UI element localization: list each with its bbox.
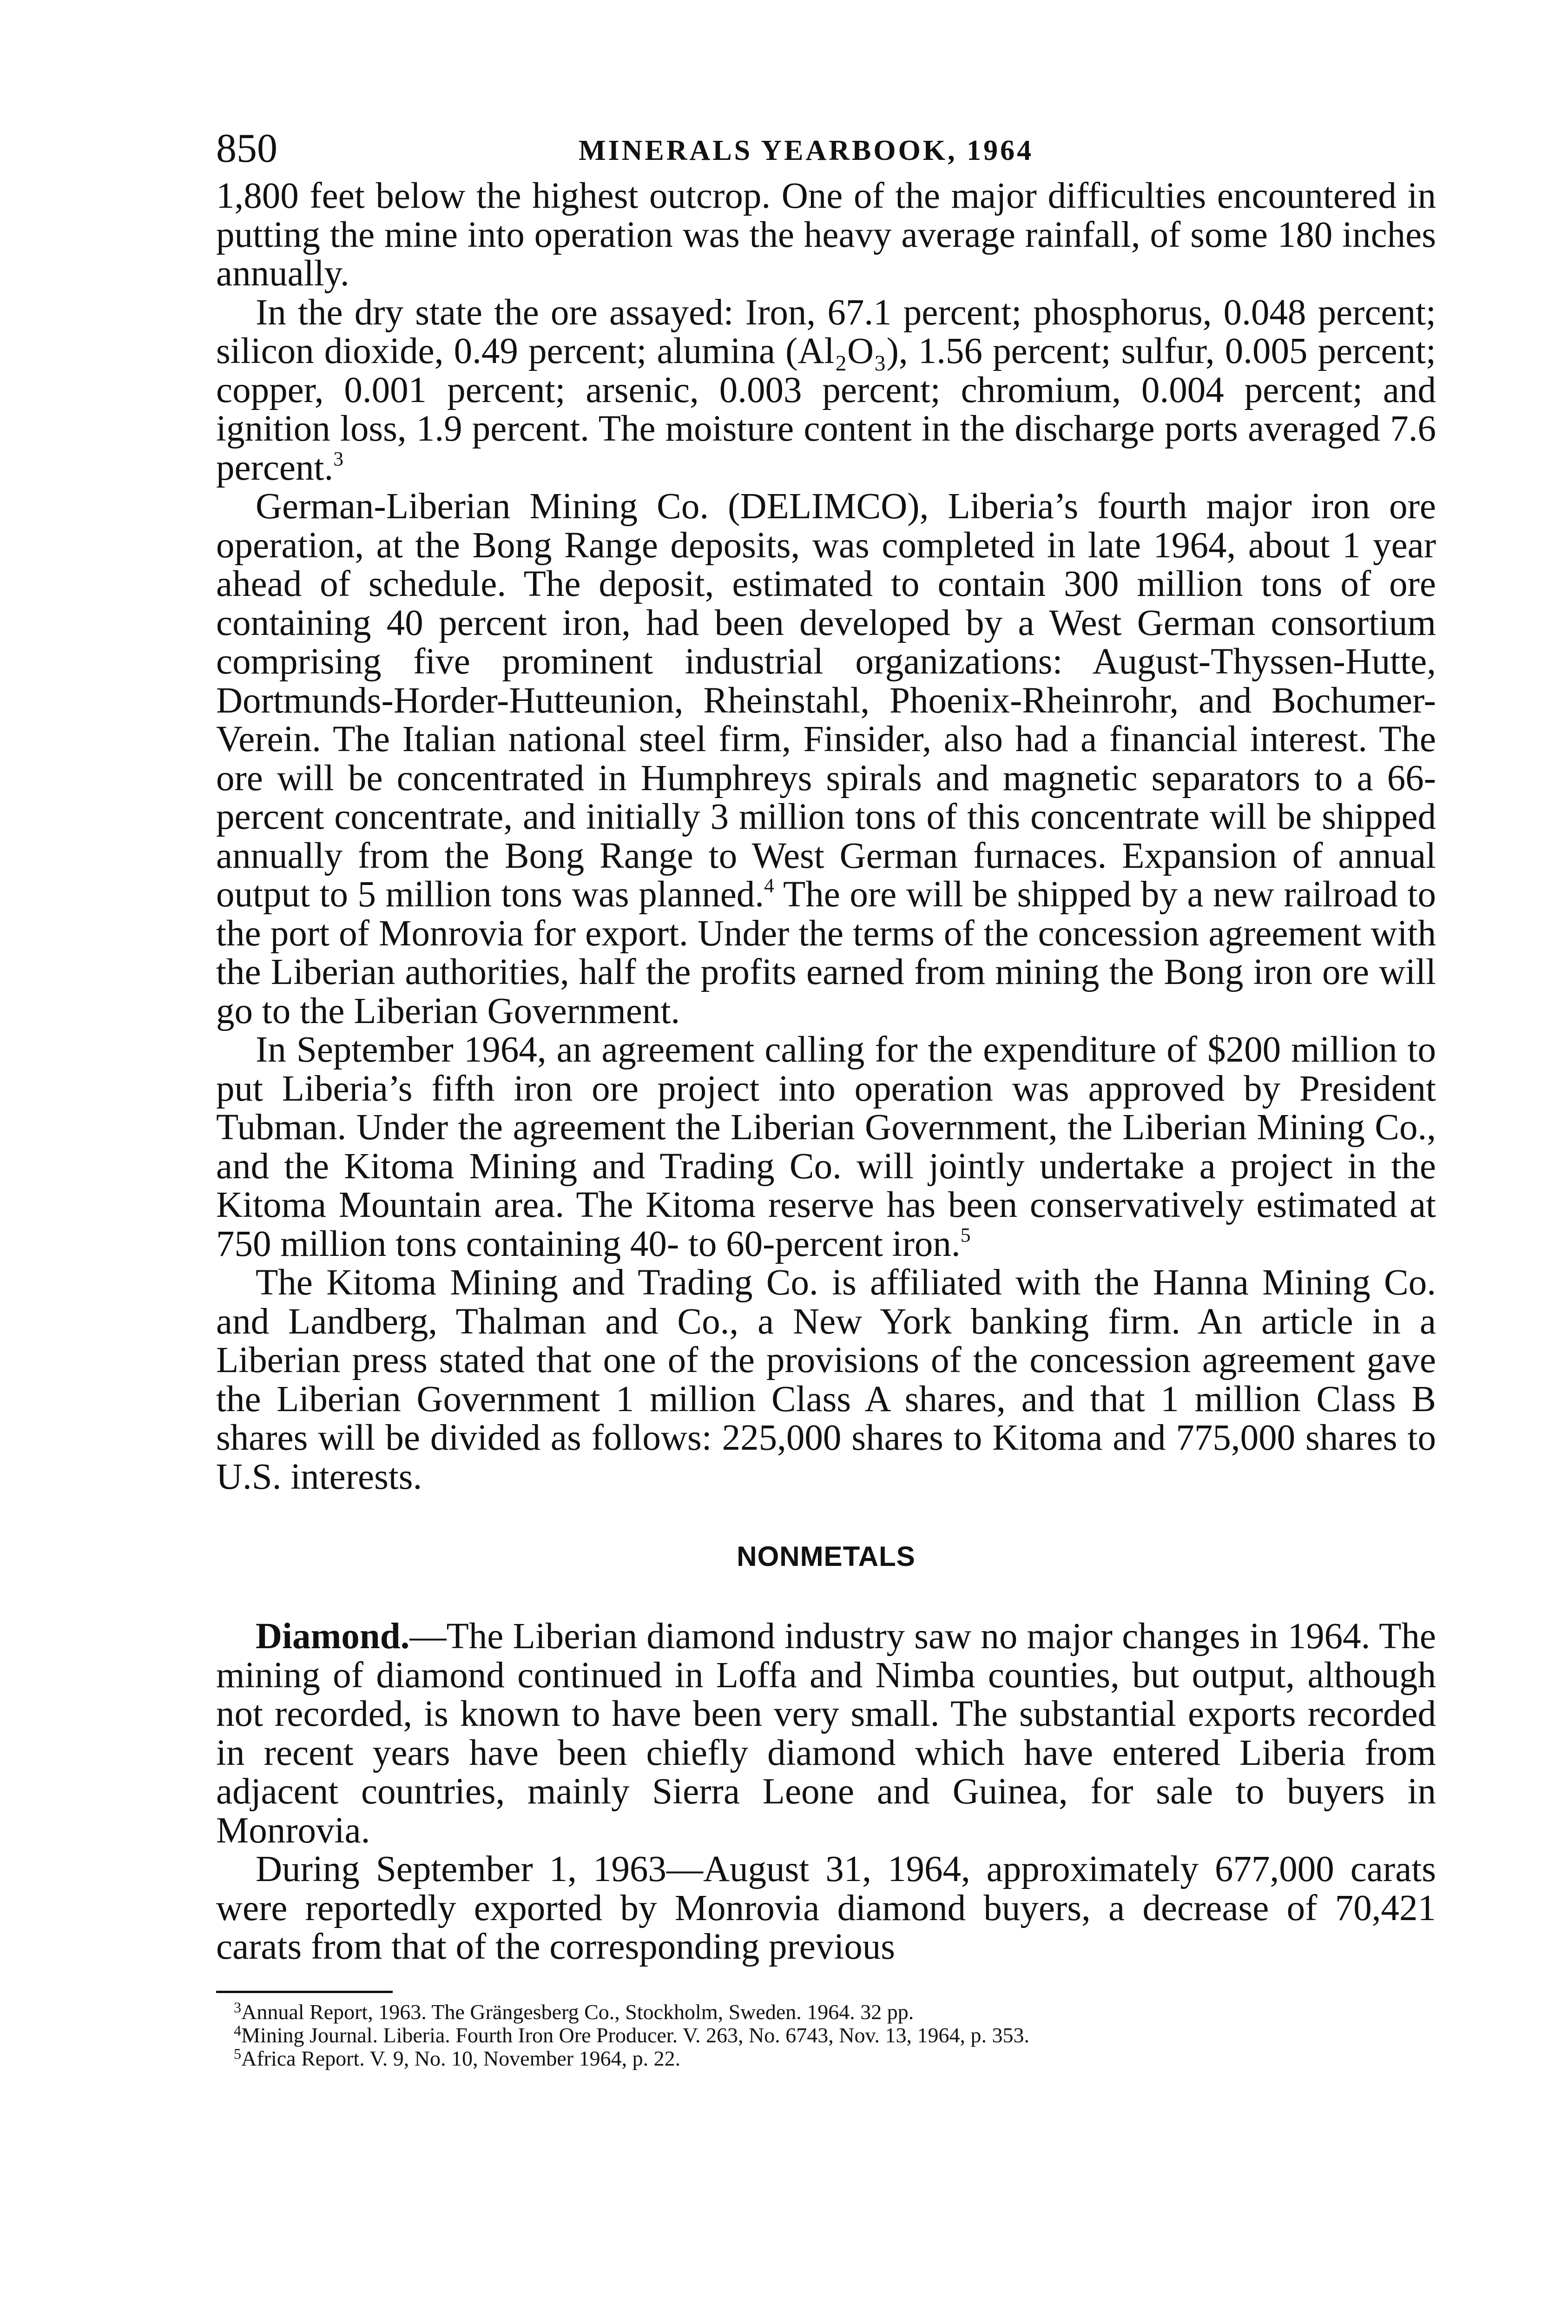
- footnote-divider: [216, 1991, 393, 1993]
- footnote-reference: 5: [960, 1224, 971, 1247]
- paragraph-text: 1,800 feet below the highest outcrop. One of the major difficulties encountered in putting the mine into operation was the heavy average rainfall, of some 180 inches annually.: [216, 176, 1436, 294]
- paragraph: [216, 1617, 1436, 1850]
- footnote-text: Mining Journal. Liberia. Fourth Iron Ore Producer. V. 263, No. 6743, Nov. 13, 1964, p. 353.: [241, 2023, 1029, 2047]
- body-text: [216, 177, 1436, 1967]
- footnotes: [216, 2000, 1436, 2070]
- footnote: [216, 2000, 1436, 2024]
- footnote-reference: 4: [764, 874, 774, 897]
- paragraph-text: In the dry state the ore assayed: Iron, 67.1 percent; phosphorus, 0.048 percent; silicon dioxide, 0.49 percent; alumina (Al₂O₃), 1.56 percent; sulfur, 0.005 percent; copper, 0.001 percent; arsenic, 0.003 percent; chromium, 0.004 percent; and ignition loss, 1.9 percent. The moisture content in the discharge ports averaged 7.6 percent.: [216, 292, 1436, 488]
- paragraph-text: In September 1964, an agreement calling for the expenditure of $200 million to put Liberia’s fifth iron ore project into operation was approved by President Tubman. Under the agreement the Liberian Government, the Liberian Mining Co., and the Kitoma Mining and Trading Co. will jointly undertake a project in the Kitoma Mountain area. The Kitoma reserve has been conservatively estimated at 750 million tons containing 40- to 60-percent iron.: [216, 1030, 1436, 1264]
- footnote-mark: 3: [234, 1999, 242, 2016]
- footnote: [216, 2024, 1436, 2047]
- footnote: [216, 2047, 1436, 2070]
- paragraph: [216, 487, 1436, 1030]
- paragraph-text: The Kitoma Mining and Trading Co. is affiliated with the Hanna Mining Co. and Landberg, Thalman and Co., a New York banking firm. An article in a Liberian press stated that one of the provisions of the concession agreement gave the Liberian Government 1 million Class A shares, and that 1 million Class B shares will be divided as follows: 225,000 shares to Kitoma and 775,000 shares to U.S. interests.: [216, 1262, 1436, 1497]
- running-title: MINERALS YEARBOOK, 1964: [579, 135, 1034, 166]
- running-head: [216, 125, 1436, 177]
- footnote-mark: 5: [234, 2045, 242, 2062]
- run-in-heading: Diamond.: [256, 1616, 410, 1657]
- footnote-text: Africa Report. V. 9, No. 10, November 1964, p. 22.: [241, 2046, 681, 2070]
- page-number: 850: [216, 126, 277, 171]
- paragraph-text: —The Liberian diamond industry saw no major changes in 1964. The mining of diamond continued in Loffa and Nimba counties, but output, although not recorded, is known to have been very small. The substantial exports recorded in recent years have been chiefly diamond which have entered Liberia from adjacent countries, mainly Sierra Leone and Guinea, for sale to buyers in Monrovia.: [216, 1616, 1436, 1851]
- footnote-reference: 3: [333, 448, 343, 470]
- paragraph-text: German-Liberian Mining Co. (DELIMCO), Liberia’s fourth major iron ore operation, at the Bong Range deposits, was completed in late 1964, about 1 year ahead of schedule. The deposit, estimated to contain 300 million tons of ore containing 40 percent iron, had been developed by a West German consortium comprising five prominent industrial organizations: August-Thyssen-Hutte, Dortmunds-Horder-Hutteunion, Rheinstahl, Phoenix-Rheinrohr, and Bochumer-Verein. The Italian national steel firm, Finsider, also had a financial interest. The ore will be concentrated in Humphreys spirals and magnetic separators to a 66-percent concentrate, and initially 3 million tons of this concentrate will be shipped annually from the Bong Range to West German furnaces. Expansion of annual output to 5 million tons was planned.: [216, 486, 1436, 915]
- footnote-mark: 4: [234, 2022, 242, 2039]
- footnote-text: Annual Report, 1963. The Grängesberg Co., Stockholm, Sweden. 1964. 32 pp.: [241, 2000, 914, 2024]
- section-heading: NONMETALS: [737, 1541, 916, 1572]
- paragraph: [216, 1850, 1436, 1967]
- document-page: [216, 125, 1436, 2070]
- paragraph: [216, 1030, 1436, 1263]
- paragraph: [216, 293, 1436, 488]
- paragraph-text: During September 1, 1963—August 31, 1964, approximately 677,000 carats were reportedly exported by Monrovia diamond buyers, a decrease of 70,421 carats from that of the corresponding previous: [216, 1849, 1436, 1967]
- paragraph: [216, 1263, 1436, 1496]
- paragraph: [216, 177, 1436, 293]
- paragraph-text: The ore will be shipped by a new railroad to the port of Monrovia for export. Under the terms of the concession agreement with the Liberian authorities, half the profits earned from mining the Bong iron ore will go to the Liberian Government.: [216, 874, 1436, 1031]
